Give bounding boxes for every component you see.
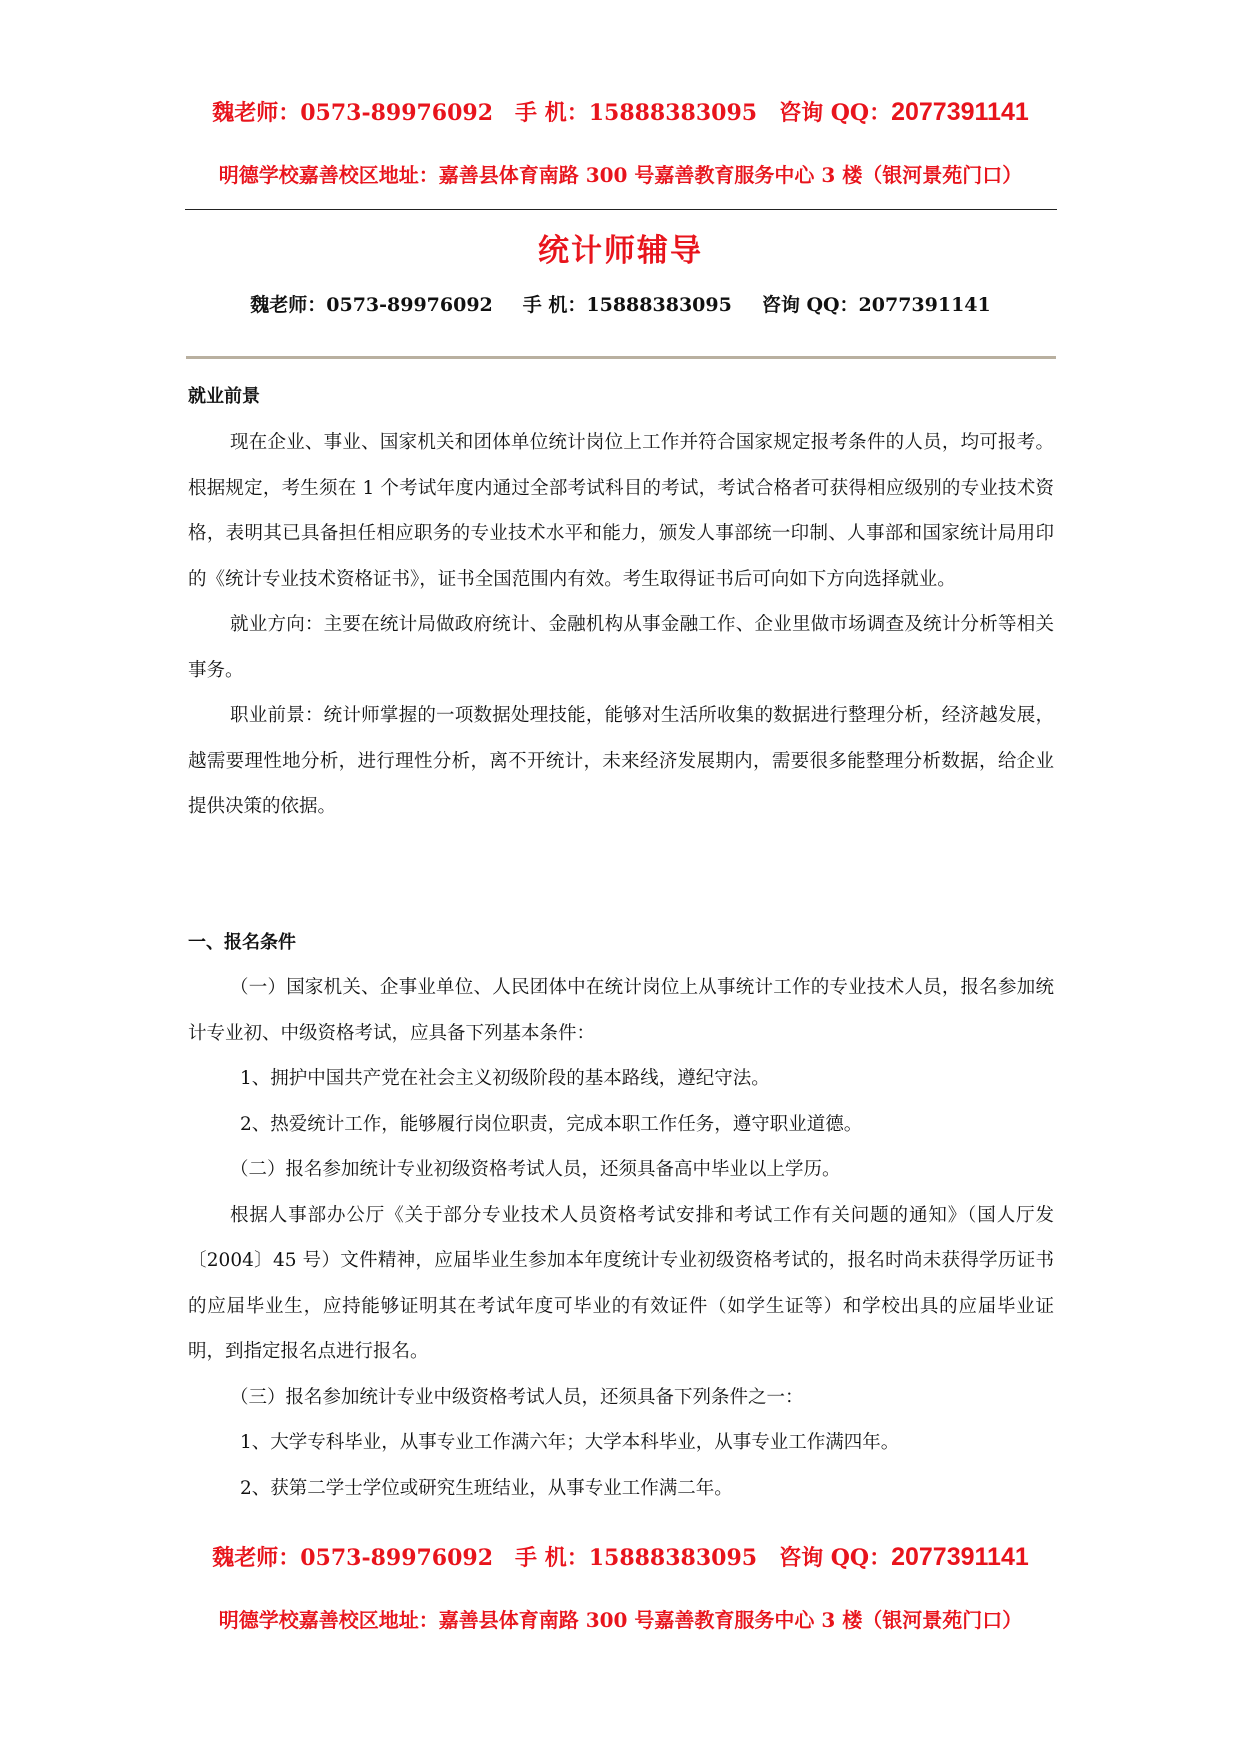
prospects-paragraph: 职业前景：统计师掌握的一项数据处理技能，能够对生活所收集的数据进行整理分析，经济越发展，越需要理性地分析，进行理性分析，离不开统计，未来经济发展期内，需要很多能整理分析数据，给企业提供决策的依据。 [188,705,1054,817]
prospects-paragraph: 现在企业、事业、国家机关和团体单位统计岗位上工作并符合国家规定报考条件的人员，均可报考。根据规定，考生须在 1 个考试年度内通过全部考试科目的考试，考试合格者可获得相应级别的专业技术资格，表明其已具备担任相应职务的专业技术水平和能力，颁发人事部统一印制、人事部和国家统计局用印的《统计专业技术资格证书》，证书全国范围内有效。考生取得证书后可向如下方向选择就业。 [188,432,1054,590]
footer-contact-line [0,1541,1241,1572]
condition-item: 1、拥护中国共产党在社会主义初级阶段的基本路线，遵纪守法。 [240,1068,770,1089]
subtitle-teacher-phone: 魏老师：0573-89976092 [250,294,493,316]
subtitle-contact-line [0,290,1241,317]
header-qq-number: 2077391141 [891,98,1029,126]
section-heading-prospects: 就业前景 [188,386,260,407]
condition-item: 2、热爱统计工作，能够履行岗位职责，完成本职工作任务，遵守职业道德。 [240,1113,863,1135]
condition-item: （一）国家机关、企事业单位、人民团体中在统计岗位上从事统计工作的专业技术人员，报名参加统计专业初、中级资格考试，应具备下列基本条件： [188,977,1054,1044]
footer-qq-label: 咨询 QQ： [779,1545,892,1571]
document-title: 统计师辅导 [538,233,703,269]
footer-teacher-phone: 魏老师：0573-89976092 [212,1545,494,1571]
header-address: 明德学校嘉善校区地址：嘉善县体育南路 300 号嘉善教育服务中心 3 楼（银河景苑门口） [218,163,1023,187]
title-divider [186,356,1056,359]
subtitle-mobile: 手 机：15888383095 [522,294,732,316]
header-qq-label: 咨询 QQ： [779,100,892,126]
conditions-body [188,965,1054,1511]
condition-item: 根据人事部办公厅《关于部分专业技术人员资格考试安排和考试工作有关问题的通知》（国人厅发〔2004〕45 号）文件精神，应届毕业生参加本年度统计专业初级资格考试的，报名时尚未获得学历证书的应届毕业生，应持能够证明其在考试年度可毕业的有效证件（如学生证等）和学校出具的应届毕业证明，到指定报名点进行报名。 [188,1204,1054,1362]
footer-mobile: 手 机：15888383095 [515,1545,758,1571]
footer-qq-number: 2077391141 [891,1543,1029,1571]
footer-address: 明德学校嘉善校区地址：嘉善县体育南路 300 号嘉善教育服务中心 3 楼（银河景苑门口） [218,1608,1023,1632]
header-contact-line [0,96,1241,127]
condition-item: 2、获第二学士学位或研究生班结业，从事专业工作满二年。 [240,1477,733,1499]
condition-item: （三）报名参加统计专业中级资格考试人员，还须具备下列条件之一： [230,1386,804,1408]
prospects-paragraph: 就业方向：主要在统计局做政府统计、金融机构从事金融工作、企业里做市场调查及统计分析等相关事务。 [188,614,1054,681]
header-mobile: 手 机：15888383095 [515,100,758,126]
section-heading-conditions: 一、报名条件 [188,932,296,953]
header-divider [185,209,1057,210]
condition-item: （二）报名参加统计专业初级资格考试人员，还须具备高中毕业以上学历。 [230,1159,841,1180]
subtitle-qq: 咨询 QQ：2077391141 [761,294,991,316]
header-teacher-phone: 魏老师：0573-89976092 [212,100,494,126]
prospects-body [188,420,1054,830]
condition-item: 1、大学专科毕业，从事专业工作满六年；大学本科毕业，从事专业工作满四年。 [240,1432,900,1453]
